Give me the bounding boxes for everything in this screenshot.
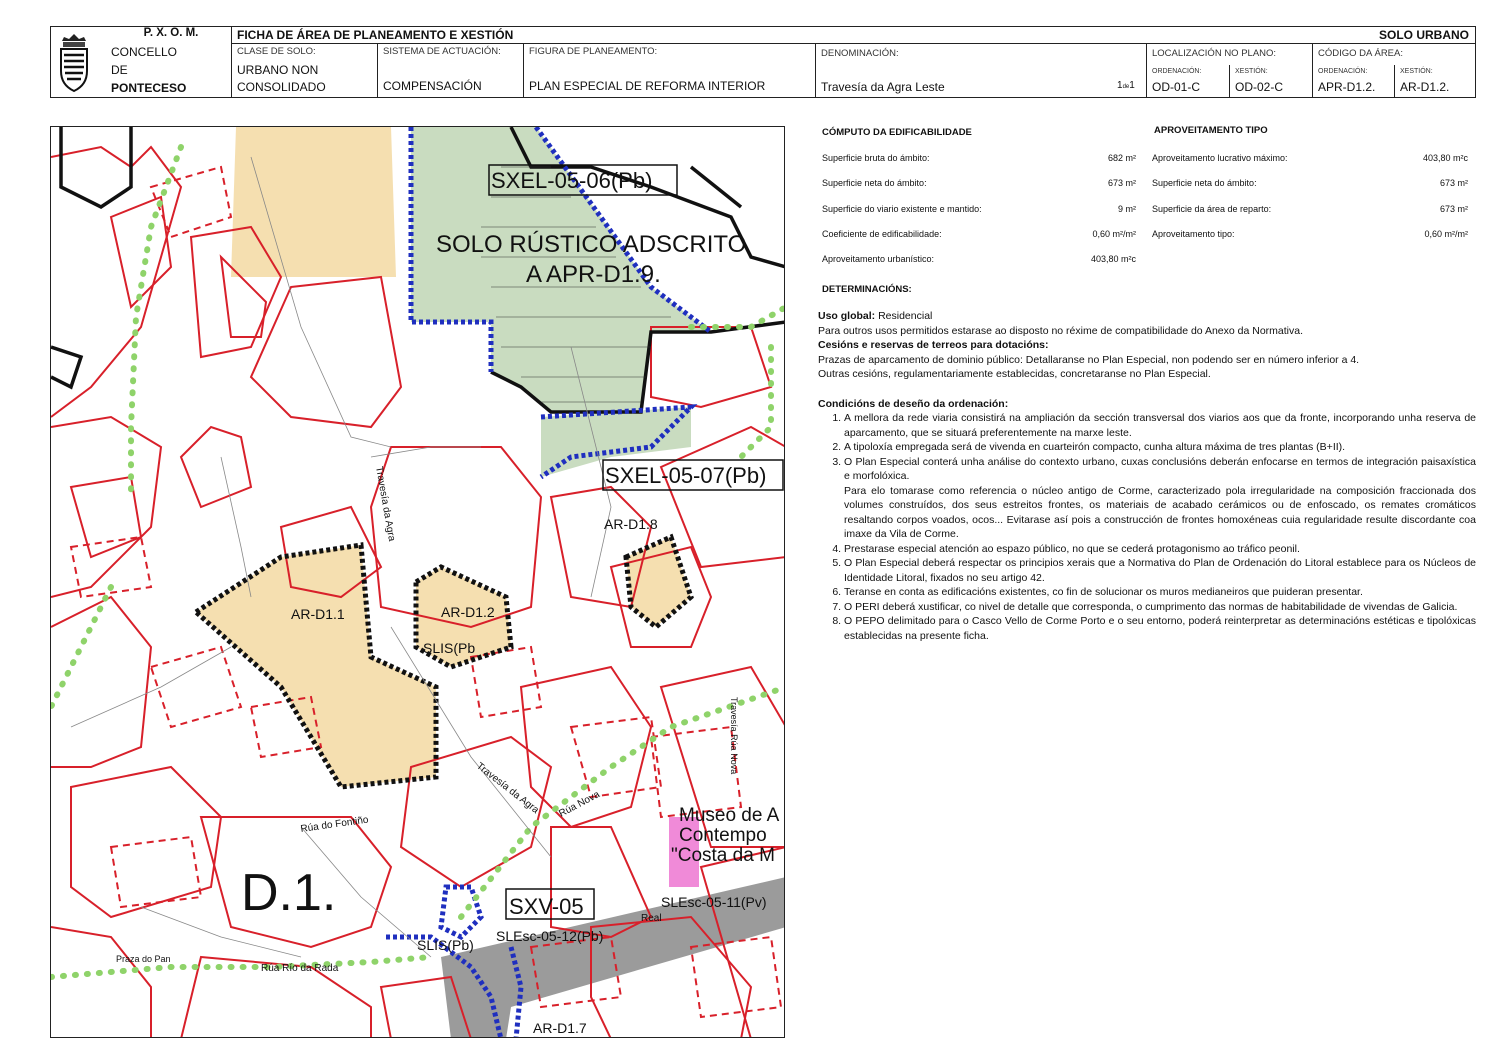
computo-row-label: Superficie neta do ámbito:	[822, 178, 927, 189]
aproveitamento-row-label: Aproveitamento lucrativo máximo:	[1152, 153, 1288, 163]
computo-row-label: Aproveitamento urbanístico:	[822, 254, 935, 265]
uso-text: Para outros usos permitidos estarase ao disposto no réxime de compatibilidade do Anexo da Normativa.	[818, 324, 1304, 337]
header-box	[50, 26, 1476, 98]
cesions-text-1: Prazas de aparcamento de dominio público: Detallaranse no Plan Especial, non podendo ser en número inferior a 4.	[818, 353, 1360, 366]
label-ard11: AR-D1.1	[291, 606, 345, 622]
denominacion-label: DENOMINACIÓN:	[821, 48, 899, 59]
beige-parcel-ard11	[196, 545, 436, 787]
computo-row-label: Superficie bruta do ámbito:	[822, 153, 930, 163]
label-praza: Praza do Pan	[116, 954, 171, 964]
condicion-item: 6. Teranse en conta as edificacións existentes, co fin de solucionar os muros medianeiros que puideran presentar.	[844, 585, 1476, 600]
condicion-item-3-extra: Para elo tomarase como referencia o núcleo antigo de Corme, caracterizado pola irregularidade na composición fraccionada dos volumes construídos, dos seus estreitos frontes, os materiais de acabado cerámicos ou de enfoscado, os remates cromáticos resaltando corpos voados, ocos... Evitarase así pois a construcción de frontes homoxéneas cuia regularidade resulte discordante coa imaxe da Vila de Corme.	[844, 484, 1476, 540]
computo-row-value: 9 m²	[1118, 203, 1136, 214]
cesions-text-2: Outras cesións, regulamentariamente establecidas, concretaranse no Plan Especial.	[818, 368, 1211, 380]
label-trav-agra-2: Travesía da Agra	[474, 760, 541, 817]
org-de: DE	[111, 63, 128, 77]
label-sxel06: SXEL-05-06(Pb)	[491, 168, 653, 193]
computo-row-value: 0,60 m²/m²	[1092, 228, 1136, 239]
label-trav-agra: Travesía da Agra	[373, 465, 398, 543]
condicion-item: 2. A tipoloxía empregada será de vivenda en cuarteirón compacto, cunha altura máxima de tres plantas (B+II).	[844, 440, 1476, 455]
figura-label: FIGURA DE PLANEAMENTO:	[529, 46, 658, 57]
figura-value: PLAN ESPECIAL DE REFORMA INTERIOR	[529, 79, 766, 93]
label-slis2: SLIS(Pb)	[417, 937, 474, 953]
page-num: 1	[1117, 80, 1123, 91]
org-concello: CONCELLO	[111, 45, 178, 59]
label-slesc12: SLEsc-05-12(Pb)	[496, 928, 604, 944]
computo-row-value: 673 m²	[1107, 178, 1136, 189]
clase-value-1: URBANO NON	[237, 63, 319, 77]
condicion-item: 5. O Plan Especial deberá respectar os principios xerais que a Normativa do Plan de Ordenación do Litoral establece para os Núcleos de Identidade Litoral, fixados no seu artigo 42.	[844, 556, 1476, 585]
label-rustico-1: SOLO RÚSTICO ADSCRITO	[436, 231, 747, 258]
cod-xes-label: XESTIÓN:	[1400, 68, 1433, 75]
computo-title: CÓMPUTO DA EDIFICABILIDADE	[822, 127, 972, 138]
label-ard17: AR-D1.7	[533, 1020, 587, 1036]
label-trav-ruanova: Travesía Rúa Nova	[729, 697, 739, 775]
condicions-label: Condicións de deseño da ordenación:	[818, 397, 1009, 410]
aproveitamento-row-value: 403,80 m²c	[1422, 153, 1468, 163]
computo-row-value: 682 m²	[1107, 153, 1136, 163]
condicion-item	[844, 455, 1476, 542]
cod-xes-value: AR-D1.2.	[1400, 80, 1450, 94]
uso-value: Residencial	[875, 310, 933, 322]
computo-row-label: Coeficiente de edificabilidade:	[822, 228, 942, 239]
uso-global	[818, 309, 1476, 324]
sistema-label: SISTEMA DE ACTUACIÓN:	[383, 46, 501, 57]
cesions-label: Cesións e reservas de terreos para dotacións:	[818, 339, 1049, 351]
sheet-title: FICHA DE ÁREA DE PLANEAMENTO E XESTIÓN	[237, 28, 514, 42]
label-rustico-2: A APR-D1.9.	[526, 261, 661, 288]
condicion-item: 7. O PERI deberá xustificar, co nivel de detalle que corresponda, o cumprimento das normas de habitabilidade de vivendas de Galicia.	[844, 600, 1476, 615]
aproveitamento-title: APROVEITAMENTO TIPO	[1154, 125, 1268, 136]
cod-ord-value: APR-D1.2.	[1318, 80, 1376, 94]
label-museo-1: Museo de A	[679, 805, 780, 826]
planning-map	[50, 126, 785, 1038]
clase-value-2: CONSOLIDADO	[237, 80, 326, 94]
map-canvas	[51, 127, 785, 1038]
denominacion-value: Travesía da Agra Leste	[821, 80, 945, 94]
page-counter	[1117, 80, 1135, 91]
condicion-item: 1. A mellora da rede viaria consistirá na ampliación da sección transversal dos viarios aos que da fronte, incorporando unha reserva de aparcamento, que se situará preferentemente na marxe leste.	[844, 411, 1476, 440]
aproveitamento-row-value: 673 m²	[1439, 178, 1468, 189]
page-total: 1	[1129, 80, 1135, 91]
loc-xes-label: XESTIÓN:	[1235, 68, 1268, 75]
label-sxv: SXV-05	[509, 894, 584, 919]
beige-parcel-top	[231, 127, 396, 277]
label-ard12: AR-D1.2	[441, 604, 495, 620]
label-ard18: AR-D1.8	[604, 516, 658, 532]
localizacion-label: LOCALIZACIÓN NO PLANO:	[1152, 48, 1277, 59]
label-rua-fontino: Rúa do Fontiño	[299, 814, 370, 835]
computo-row-label: Superficie do viario existente e mantido:	[822, 203, 982, 214]
clase-label: CLASE DE SOLO:	[237, 46, 316, 57]
label-real: Real	[641, 913, 662, 924]
aproveitamento-row-label: Aproveitamento tipo:	[1152, 228, 1235, 239]
label-d1: D.1.	[241, 864, 337, 922]
determinacions-body	[818, 309, 1476, 643]
label-slis1: SLIS(Pb	[423, 640, 476, 656]
uso-label: Uso global:	[818, 310, 876, 322]
condicions-list	[818, 411, 1476, 643]
sheet-kind: SOLO URBANO	[1379, 28, 1469, 42]
condicion-item-3-text: O Plan Especial conterá unha análise do contexto urbano, cuxas conclusións deberán enfocarse en termos de integración paisaxística e morfolóxica.	[844, 455, 1476, 482]
determinacions-title: DETERMINACIÓNS:	[822, 284, 912, 295]
label-rua-nova: Rúa Nova	[557, 789, 602, 820]
label-museo-3: "Costa da M	[671, 845, 775, 866]
aproveitamento-row-value: 673 m²	[1439, 203, 1468, 214]
label-slesc11: SLEsc-05-11(Pv)	[661, 894, 767, 910]
condicion-item: 4. Prestarase especial atención ao espazo público, no que se cederá protagonismo ao tráfico peonil.	[844, 542, 1476, 557]
page-of: de	[1122, 84, 1130, 90]
org-pxom: P. X. O. M.	[143, 27, 199, 39]
cod-ord-label: ORDENACIÓN:	[1318, 68, 1368, 75]
municipal-crest-icon	[57, 33, 91, 93]
computo-row-value: 403,80 m²c	[1090, 254, 1136, 265]
sistema-value: COMPENSACIÓN	[383, 79, 482, 93]
label-sxel07: SXEL-05-07(Pb)	[605, 463, 767, 488]
loc-xes-value: OD-02-C	[1235, 80, 1284, 94]
loc-ord-label: ORDENACIÓN:	[1152, 68, 1202, 75]
loc-ord-value: OD-01-C	[1152, 80, 1201, 94]
org-ponteceso: PONTECESO	[111, 81, 187, 95]
label-museo-2: Contempo	[679, 825, 767, 846]
aproveitamento-row-value: 0,60 m²/m²	[1424, 228, 1468, 239]
aproveitamento-row-label: Superficie da área de reparto:	[1152, 203, 1272, 214]
aproveitamento-row-label: Superficie neta do ámbito:	[1152, 178, 1257, 189]
condicion-item: 8. O PEPO delimitado para o Casco Vello de Corme Porto e o seu entorno, poderá reinterpretar as determinacións estéticas e tipolóxicas establecidas na presente ficha.	[844, 614, 1476, 643]
codigo-label: CÓDIGO DA ÁREA:	[1318, 48, 1403, 59]
label-rua-rio: Rúa Río da Rada	[261, 963, 339, 974]
